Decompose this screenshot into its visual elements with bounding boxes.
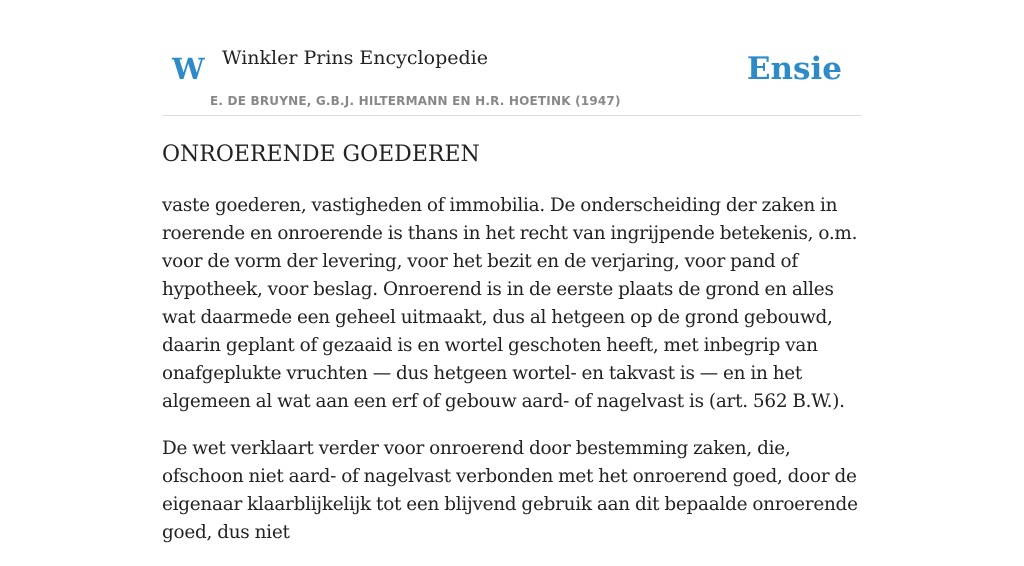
- ensie-logo[interactable]: Ensie: [746, 51, 842, 87]
- book-title-link[interactable]: Winkler Prins Encyclopedie: [222, 47, 488, 69]
- authors-line: E. DE BRUYNE, G.B.J. HILTERMANN EN H.R. HOETINK (1947): [210, 94, 621, 108]
- site-header: [162, 0, 862, 116]
- body-paragraph: vaste goederen, vastigheden of immobilia. De onderscheiding der zaken in roerende en onroerende is thans in het recht van ingrijpende betekenis, o.m. voor de vorm der levering, voor het bezit en de verjaring, voor pand of hypotheek, voor beslag. Onroerend is in de eerste plaats de grond en alles wat daarmede een geheel uitmaakt, dus al hetgeen op de grond gebouwd, daarin geplant of gezaaid is en wortel geschoten heeft, met inbegrip van onafgeplukte vruchten — dus hetgeen wortel- en takvast is — en in het algemeen al wat aan een erf of gebouw aard- of nagelvast is (art. 562 B.W.).: [162, 195, 858, 412]
- winkler-prins-logo[interactable]: W: [172, 52, 205, 86]
- entry-body: [162, 192, 862, 566]
- body-paragraph: De wet verklaart verder voor onroerend door bestemming zaken, die, ofschoon niet aard- of nagelvast verbonden met het onroerend goed, door de eigenaar klaarblijkelijk tot een blijvend gebruik aan dit bepaalde onroerende goed, dus niet: [162, 438, 858, 543]
- page: [162, 0, 862, 543]
- entry-title: ONROERENDE GOEDEREN: [162, 142, 480, 167]
